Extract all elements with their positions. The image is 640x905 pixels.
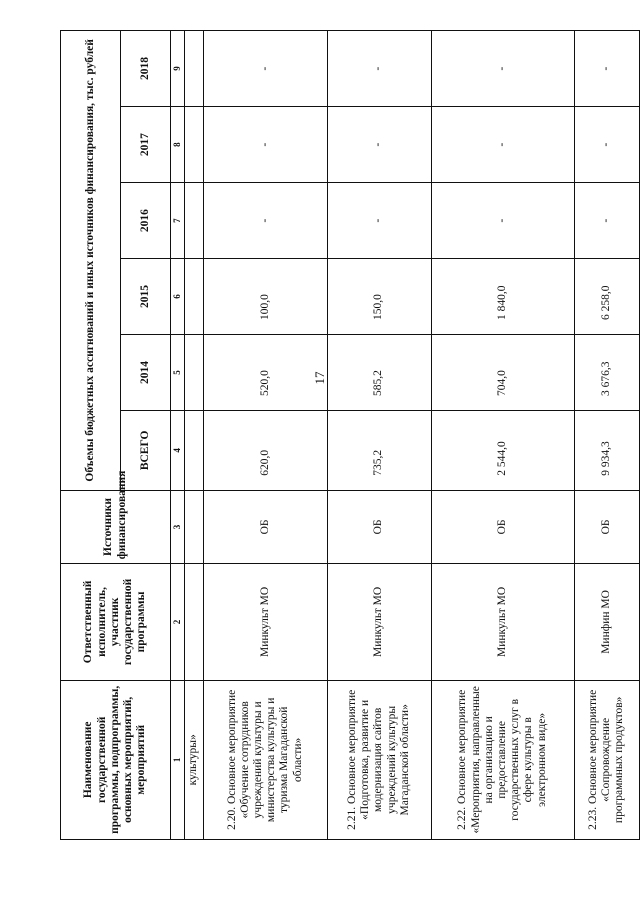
value-2015: 1 840,0 [431, 259, 574, 335]
financing-table [60, 30, 640, 840]
rotated-table-wrapper [60, 30, 640, 840]
measure-name: 2.23. Основное мероприятие «Сопровождение программных продуктов» [574, 680, 639, 839]
value-2015: 6 258,0 [574, 259, 639, 335]
value-2014: 3 676,3 [574, 335, 639, 411]
header-year-2017: 2017 [121, 107, 171, 183]
page-number: 17 [312, 371, 327, 385]
header-executor: Ответственный исполнитель, участник государственной программы [61, 564, 171, 680]
value-2016: - [327, 183, 431, 259]
value-2016: - [204, 183, 328, 259]
value-total: 735,2 [327, 411, 431, 491]
value-2014: 520,0 [204, 335, 328, 411]
value-2015: 100,0 [204, 259, 328, 335]
table-row [431, 31, 574, 840]
table-row [204, 31, 328, 840]
executor: Минфин МО [574, 564, 639, 680]
value-2017: - [204, 107, 328, 183]
value-total: 9 934,3 [574, 411, 639, 491]
value-2017: - [327, 107, 431, 183]
executor: Минкульт МО [431, 564, 574, 680]
source: ОБ [327, 490, 431, 564]
header-year-2016: 2016 [121, 183, 171, 259]
col-number: 3 [171, 490, 185, 564]
col-number: 1 [171, 680, 185, 839]
value-2016: - [431, 183, 574, 259]
value-2018: - [574, 31, 639, 107]
col-number: 2 [171, 564, 185, 680]
value-2018: - [327, 31, 431, 107]
header-total: ВСЕГО [121, 411, 171, 491]
value-2018: - [204, 31, 328, 107]
header-source: Источники финансирования [61, 490, 171, 564]
table-row [327, 31, 431, 840]
col-number: 7 [171, 183, 185, 259]
value-2018: - [431, 31, 574, 107]
value-2015: 150,0 [327, 259, 431, 335]
col-number: 6 [171, 259, 185, 335]
header-year-2014: 2014 [121, 335, 171, 411]
header-year-2015: 2015 [121, 259, 171, 335]
source: ОБ [431, 490, 574, 564]
value-2014: 704,0 [431, 335, 574, 411]
executor: Минкульт МО [327, 564, 431, 680]
table-row [574, 31, 639, 840]
value-2016: - [574, 183, 639, 259]
value-2014: 585,2 [327, 335, 431, 411]
col-number: 8 [171, 107, 185, 183]
value-total: 620,0 [204, 411, 328, 491]
source: ОБ [204, 490, 328, 564]
header-volumes: Объемы бюджетных ассигнований и иных источников финансирования, тыс. рублей [61, 31, 121, 491]
col-number: 5 [171, 335, 185, 411]
header-year-2018: 2018 [121, 31, 171, 107]
col-number: 9 [171, 31, 185, 107]
table-row [185, 31, 204, 840]
value-total: 2 544,0 [431, 411, 574, 491]
header-name: Наименование государственной программы, подпрограммы, основных мероприятий, мероприятий [61, 680, 171, 839]
source: ОБ [574, 490, 639, 564]
value-2017: - [431, 107, 574, 183]
continuation-text: культуры» [185, 680, 204, 839]
value-2017: - [574, 107, 639, 183]
measure-name: 2.22. Основное мероприятие «Мероприятия, направленные на организацию и предоставление государственных услуг в сфере культуры в электронном виде» [431, 680, 574, 839]
measure-name: 2.20. Основное мероприятие «Обучение сотрудников учреждений культуры и министерства культуры и туризма Магаданской области» [204, 680, 328, 839]
executor: Минкульт МО [204, 564, 328, 680]
measure-name: 2.21. Основное мероприятие «Подготовка, развитие и модернизация сайтов учреждений культуры Магаданской области» [327, 680, 431, 839]
col-number: 4 [171, 411, 185, 491]
